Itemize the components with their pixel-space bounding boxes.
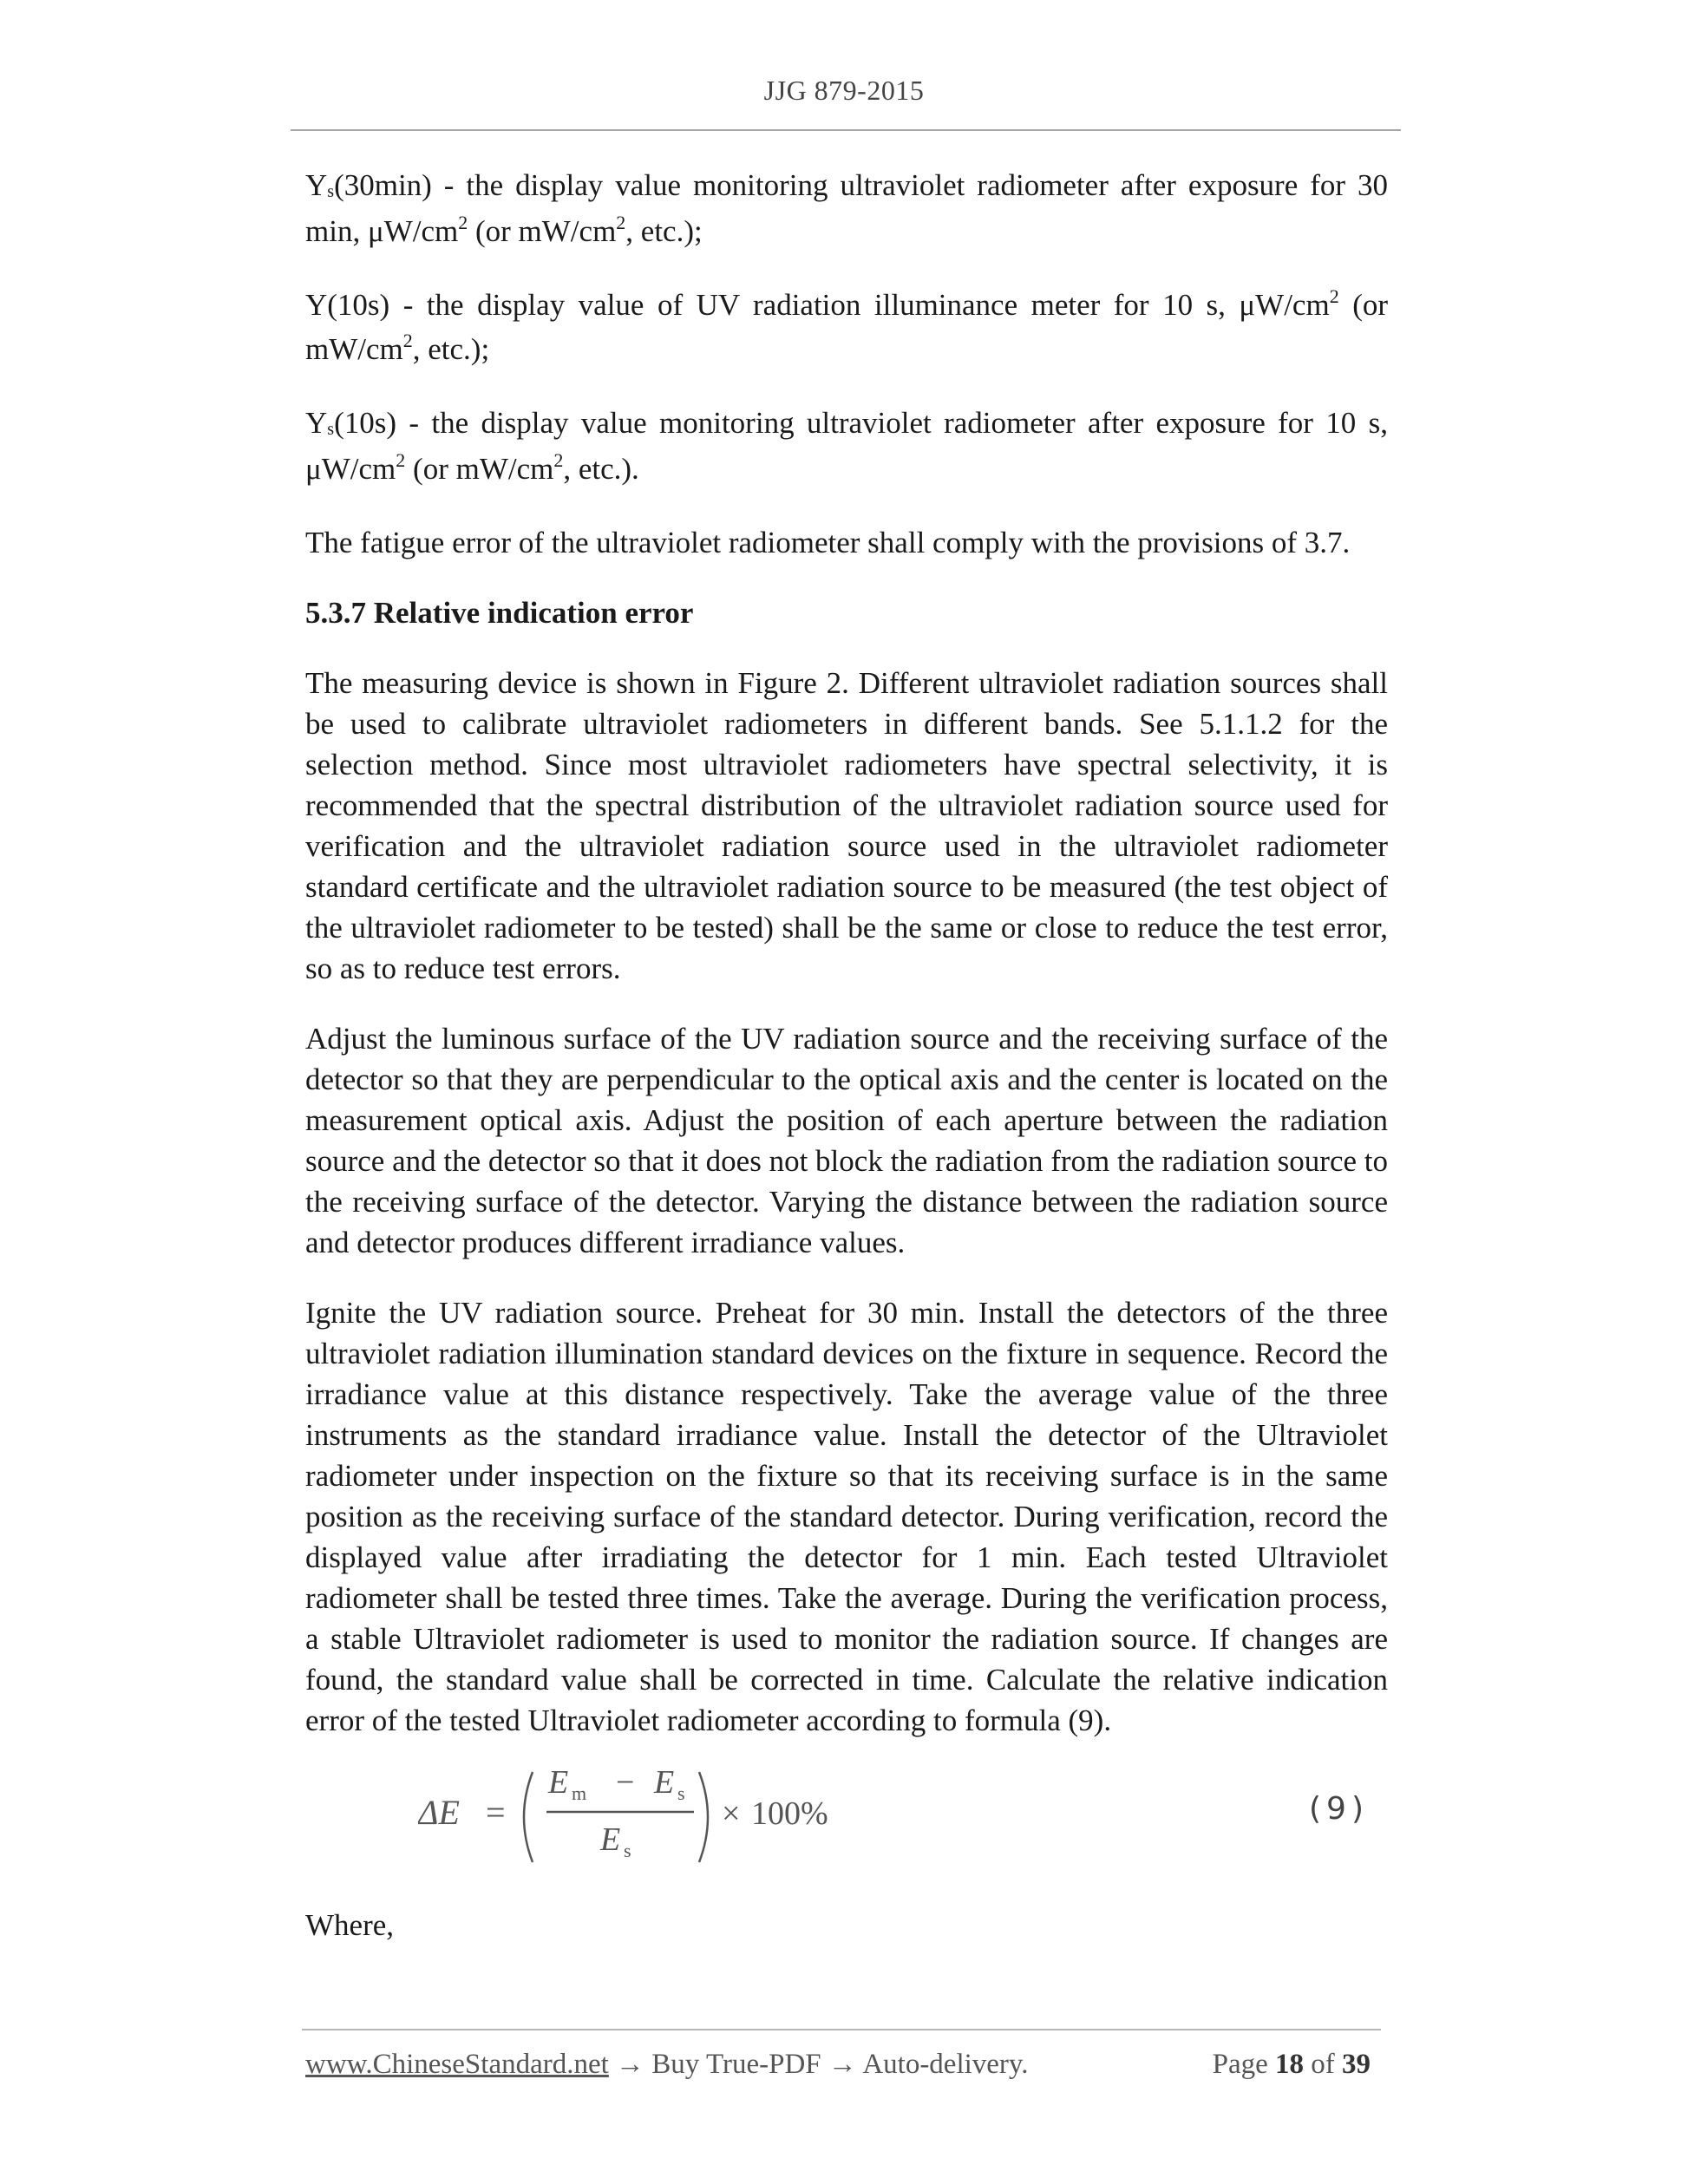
paragraph-alignment: Adjust the luminous surface of the UV radiation source and the receiving surface of the detector so that they are perpendicular to the optical axis and the center is located on the measurement optical axis. Adjust the position of each aperture between the radiation source and the detector so that it does not block the radiation from the radiation source to the receiving surface of the detector. Varying the distance between the radiation source and detector produces different irradiance values. — [305, 1022, 1388, 1259]
formula-lhs: ΔE — [418, 1793, 460, 1832]
denominator-es-sub: s — [624, 1840, 631, 1861]
formula-number: (9) — [1309, 1791, 1369, 1827]
standard-code: JJG 879-2015 — [763, 75, 925, 106]
where-label: Where, — [305, 1908, 395, 1942]
total-pages: 39 — [1342, 2049, 1371, 2080]
denominator-es: E — [600, 1821, 621, 1858]
arrow-right-icon: → — [616, 2049, 645, 2080]
right-paren — [699, 1772, 708, 1862]
page-footer — [305, 2049, 1383, 2081]
formula-graphic — [418, 1748, 1199, 1878]
formula-percent: 100% — [751, 1795, 828, 1832]
definition-ys30: $Y_s(30\min)$ - the display value monitoring ultraviolet radiometer after exposure for 30 min, $\mu W/cm^2$ (or $mW/cm^2$, etc.); — [305, 168, 1388, 248]
header-divider — [291, 129, 1401, 131]
formula-9 — [305, 1748, 1388, 1878]
paragraph-measuring-device: The measuring device is shown in Figure 2. Different ultraviolet radiation sources shall be used to calibrate ultraviolet radiometers in different bands. See 5.1.1.2 for the selection method. Since most ultraviolet radiometers have spectral selectivity, it is recommended that the spectral distribution of the ultraviolet radiation source used for verification and the ultraviolet radiation source used in the ultraviolet radiometer standard certificate and the ultraviolet radiation source to be measured (the test object of the ultraviolet radiometer to be tested) shall be the same or close to reduce the test error, so as to reduce test errors. — [305, 666, 1388, 985]
section-heading: 5.3.7 Relative indication error — [305, 596, 694, 630]
page-indicator: Page 18 of 39 — [1212, 2049, 1371, 2080]
formula-times: × — [722, 1795, 741, 1832]
website-link[interactable]: www.ChineseStandard.net — [305, 2049, 609, 2080]
footer-divider — [302, 2029, 1381, 2030]
buy-pdf-text: Buy True-PDF — [651, 2049, 821, 2080]
page-header — [0, 75, 1688, 107]
definition-ys10: $Y_s(10s)$ - the display value monitoring ultraviolet radiometer after exposure for 10 s, $\mu W/cm^2$ (or $mW/cm^2$, etc.). — [305, 406, 1388, 486]
numerator-em-sub: m — [572, 1782, 587, 1804]
page-body — [305, 165, 1388, 1741]
formula-equals: = — [486, 1793, 506, 1832]
definition-y10: Y(10s) - the display value of UV radiation illuminance meter for 10 s, $\mu W/cm^2$ (or $mW/cm^2$, etc.); — [305, 285, 1389, 366]
numerator-em: E — [548, 1764, 569, 1801]
fatigue-requirement: The fatigue error of the ultraviolet radiometer shall comply with the provisions of 3.7. — [305, 526, 1351, 559]
arrow-right-icon: → — [828, 2049, 857, 2080]
numerator-minus: − — [616, 1764, 635, 1801]
numerator-es-sub: s — [677, 1782, 685, 1804]
numerator-es: E — [654, 1764, 675, 1801]
left-paren — [524, 1772, 533, 1862]
auto-delivery-text: Auto-delivery. — [862, 2049, 1029, 2080]
current-page: 18 — [1275, 2049, 1304, 2080]
paragraph-procedure: Ignite the UV radiation source. Preheat for 30 min. Install the detectors of the three ultraviolet radiation illumination standard devices on the fixture in sequence. Record the irradiance value at this distance respectively. Take the average value of the three instruments as the standard irradiance value. Install the detector of the Ultraviolet radiometer under inspection on the fixture so that its receiving surface is in the same position as the receiving surface of the standard detector. During verification, record the displayed value after irradiating the detector for 1 min. Each tested Ultraviolet radiometer shall be tested three times. Take the average. During the verification process, a stable Ultraviolet radiometer is used to monitor the radiation source. If changes are found, the standard value shall be corrected in time. Calculate the relative indication error of the tested Ultraviolet radiometer according to formula (9). — [305, 1296, 1388, 1737]
